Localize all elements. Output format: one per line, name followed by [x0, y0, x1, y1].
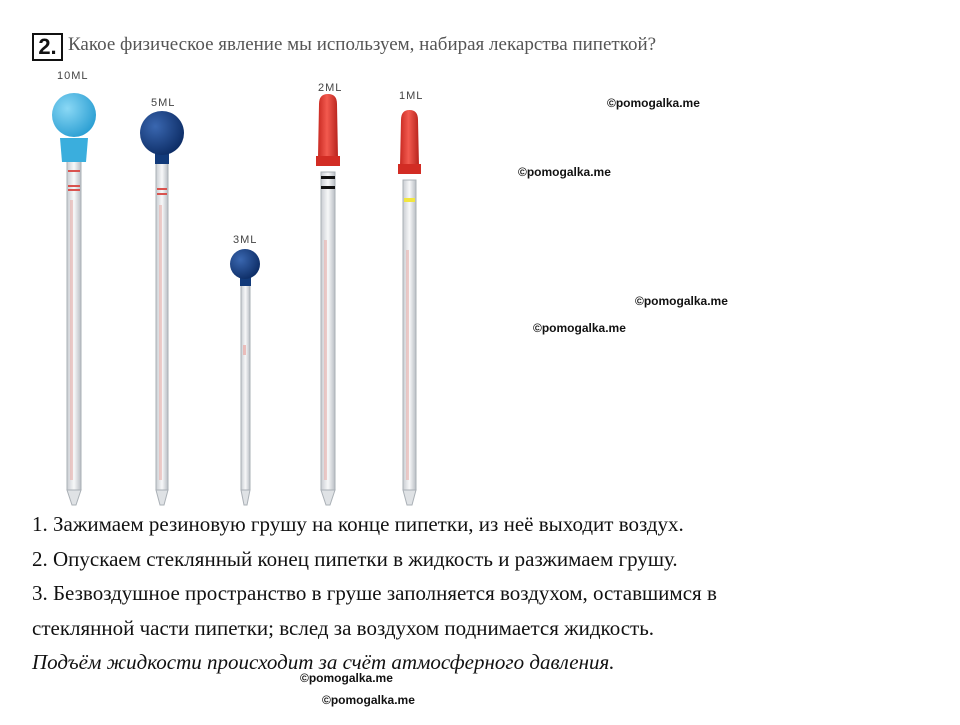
- pipette-1ml-label: 1ML: [399, 90, 424, 102]
- watermark: ©pomogalka.me: [635, 294, 728, 308]
- pipette-3ml: [230, 249, 260, 505]
- pipette-2ml-label: 2ML: [318, 82, 343, 94]
- question-text: Какое физическое явление мы используем, набирая лекарства пипеткой?: [68, 34, 657, 55]
- pipette-5ml-label: 5ML: [151, 97, 176, 109]
- watermark: ©pomogalka.me: [518, 165, 611, 179]
- pipette-2ml: [316, 94, 340, 505]
- watermark: ©pomogalka.me: [533, 321, 626, 335]
- watermark: ©pomogalka.me: [322, 693, 415, 707]
- pipette-10ml: [52, 93, 96, 505]
- watermark: ©pomogalka.me: [607, 96, 700, 110]
- answer-step-3: 3. Безвоздушное пространство в груше заполняется воздухом, оставшимся в: [32, 581, 717, 605]
- pipette-3ml-label: 3ML: [233, 234, 258, 246]
- answer-step-1: 1. Зажимаем резиновую грушу на конце пипетки, из неё выходит воздух.: [32, 512, 684, 536]
- answer-conclusion: Подъём жидкости происходит за счёт атмосферного давления.: [32, 650, 615, 674]
- pipette-10ml-label: 10ML: [57, 70, 89, 82]
- pipette-1ml: [398, 110, 421, 505]
- watermark: ©pomogalka.me: [300, 671, 393, 685]
- answer-step-3-continued: стеклянной части пипетки; вслед за воздухом поднимается жидкость.: [32, 616, 655, 640]
- answer-step-2: 2. Опускаем стеклянный конец пипетки в жидкость и разжимаем грушу.: [32, 547, 678, 571]
- question-number: 2.: [32, 33, 63, 61]
- pipette-5ml: [140, 111, 184, 505]
